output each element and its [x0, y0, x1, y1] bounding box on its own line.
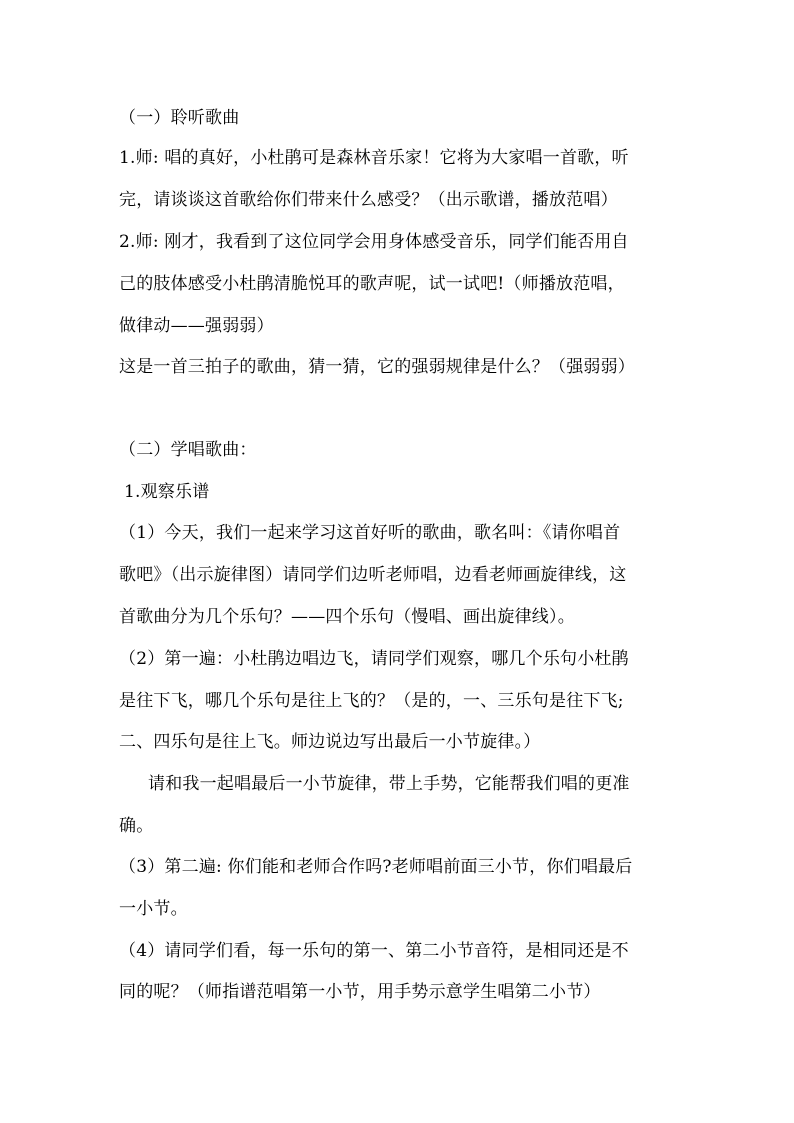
paragraph-line: （4）请同学们看，每一乐句的第一、第二小节音符，是相同还是不	[119, 941, 629, 961]
paragraph-line: 一小节。	[119, 899, 188, 919]
paragraph-line: 2.师: 刚才，我看到了这位同学会用身体感受音乐，同学们能否用自	[119, 232, 629, 252]
paragraph-line: 歌吧》（出示旋律图）请同学们边听老师唱，边看老师画旋律线，这	[119, 565, 627, 585]
paragraph-line: 确。	[119, 816, 154, 836]
paragraph-line: 是往下飞，哪几个乐句是往上飞的？（是的，一、三乐句是往下飞;	[119, 691, 624, 711]
paragraph-line: 己的肢体感受小杜鹃清脆悦耳的歌声呢，试一试吧!（师播放范唱，	[119, 274, 625, 294]
paragraph-line: 做律动——强弱弱）	[119, 316, 274, 336]
paragraph-line: 1.师: 唱的真好，小杜鹃可是森林音乐家！它将为大家唱一首歌，听	[119, 148, 629, 168]
paragraph-line: （1）今天，我们一起来学习这首好听的歌曲，歌名叫：《请你唱首	[119, 523, 621, 543]
paragraph-line: （2）第一遍：小杜鹃边唱边飞，请同学们观察，哪几个乐句小杜鹃	[119, 649, 629, 669]
paragraph-line: （3）第二遍: 你们能和老师合作吗?老师唱前面三小节，你们唱最后	[119, 857, 633, 877]
paragraph-line: 二、四乐句是往上飞。师边说边写出最后一小节旋律。）	[119, 732, 541, 752]
section-2-subheading: 1.观察乐谱	[124, 482, 210, 502]
paragraph-line: 同的呢？（师指谱范唱第一小节，用手势示意学生唱第二小节）	[119, 982, 601, 1002]
section-2-heading: （二）学唱歌曲：	[119, 440, 257, 460]
paragraph-line: 首歌曲分为几个乐句？——四个乐句（慢唱、画出旋律线）。	[119, 607, 575, 627]
paragraph-line: 这是一首三拍子的歌曲，猜一猜，它的强弱规律是什么？（强弱弱）	[119, 357, 635, 377]
paragraph-line: 请和我一起唱最后一小节旋律，带上手势，它能帮我们唱的更准	[148, 774, 630, 794]
section-1-heading: （一）聆听歌曲	[119, 108, 240, 128]
paragraph-line: 完，请谈谈这首歌给你们带来什么感受？（出示歌谱，播放范唱）	[119, 190, 618, 210]
